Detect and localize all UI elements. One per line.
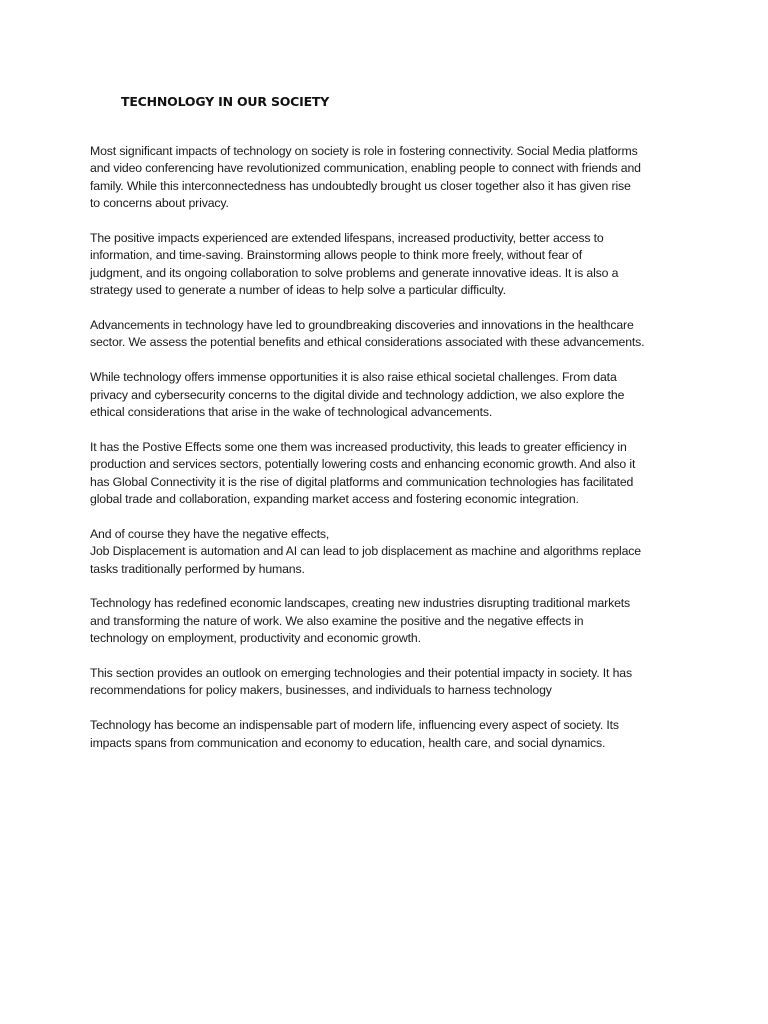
text-line: And of course they have the negative effects, bbox=[90, 526, 330, 541]
text-line: recommendations for policy makers, businesses, and individuals to harness technology bbox=[90, 683, 552, 698]
text-line: While technology offers immense opportunities it is also raise ethical societal challenges. From data bbox=[90, 370, 617, 385]
text-line: Technology has become an indispensable part of modern life, influencing every aspect of society. Its bbox=[90, 718, 619, 733]
text-line: privacy and cybersecurity concerns to the digital divide and technology addiction, we also explore the bbox=[90, 387, 625, 402]
text-line: Technology has redefined economic landscapes, creating new industries disrupting traditional markets bbox=[90, 596, 631, 611]
text-line: information, and time-saving. Brainstorming allows people to think more freely, without fear of bbox=[90, 248, 582, 263]
text-line: It has the Postive Effects some one them was increased productivity, this leads to greater efficiency in bbox=[90, 439, 627, 454]
text-line: technology on employment, productivity and economic growth. bbox=[90, 631, 421, 646]
text-line: ethical considerations that arise in the wake of technological advancements. bbox=[90, 405, 493, 420]
text-line: to concerns about privacy. bbox=[90, 196, 229, 211]
text-line: global trade and collaboration, expanding market access and fostering economic integration. bbox=[90, 492, 579, 507]
text-line: strategy used to generate a number of ideas to help solve a particular difficulty. bbox=[90, 283, 506, 298]
paragraph-conclusion bbox=[90, 717, 686, 752]
document-title: TECHNOLOGY IN OUR SOCIETY bbox=[121, 94, 330, 109]
paragraph-negative-effects bbox=[90, 526, 686, 578]
text-line: and video conferencing have revolutionized communication, enabling people to connect with friends and bbox=[90, 161, 641, 176]
text-line: sector. We assess the potential benefits and ethical considerations associated with these advancements. bbox=[90, 335, 645, 350]
text-line: production and services sectors, potentially lowering costs and enhancing economic growth. And also it bbox=[90, 457, 636, 472]
text-line: The positive impacts experienced are extended lifespans, increased productivity, better access to bbox=[90, 231, 604, 246]
paragraph-healthcare bbox=[90, 317, 686, 352]
paragraph-positive-effects bbox=[90, 439, 686, 509]
text-line: This section provides an outlook on emerging technologies and their potential impacty in society. It has bbox=[90, 666, 632, 681]
text-line: family. While this interconnectedness has undoubtedly brought us closer together also it has given rise bbox=[90, 178, 631, 193]
text-line: impacts spans from communication and economy to education, health care, and social dynamics. bbox=[90, 735, 606, 750]
paragraph-connectivity bbox=[90, 143, 686, 213]
text-line: Advancements in technology have led to groundbreaking discoveries and innovations in the healthcare bbox=[90, 318, 634, 333]
text-line: tasks traditionally performed by humans. bbox=[90, 561, 305, 576]
document-body bbox=[90, 143, 686, 769]
text-line: Job Displacement is automation and AI can lead to job displacement as machine and algorithms replace bbox=[90, 544, 641, 559]
text-line: and transforming the nature of work. We also examine the positive and the negative effects in bbox=[90, 613, 584, 628]
text-line: has Global Connectivity it is the rise of digital platforms and communication technologies has facilitated bbox=[90, 474, 634, 489]
text-line: Most significant impacts of technology on society is role in fostering connectivity. Social Media platforms bbox=[90, 144, 638, 158]
text-line: judgment, and its ongoing collaboration to solve problems and generate innovative ideas. It is also a bbox=[90, 265, 619, 280]
paragraph-ethical-challenges bbox=[90, 369, 686, 421]
paragraph-outlook bbox=[90, 665, 686, 700]
paragraph-economic-landscapes bbox=[90, 595, 686, 647]
paragraph-positive-impacts bbox=[90, 230, 686, 300]
